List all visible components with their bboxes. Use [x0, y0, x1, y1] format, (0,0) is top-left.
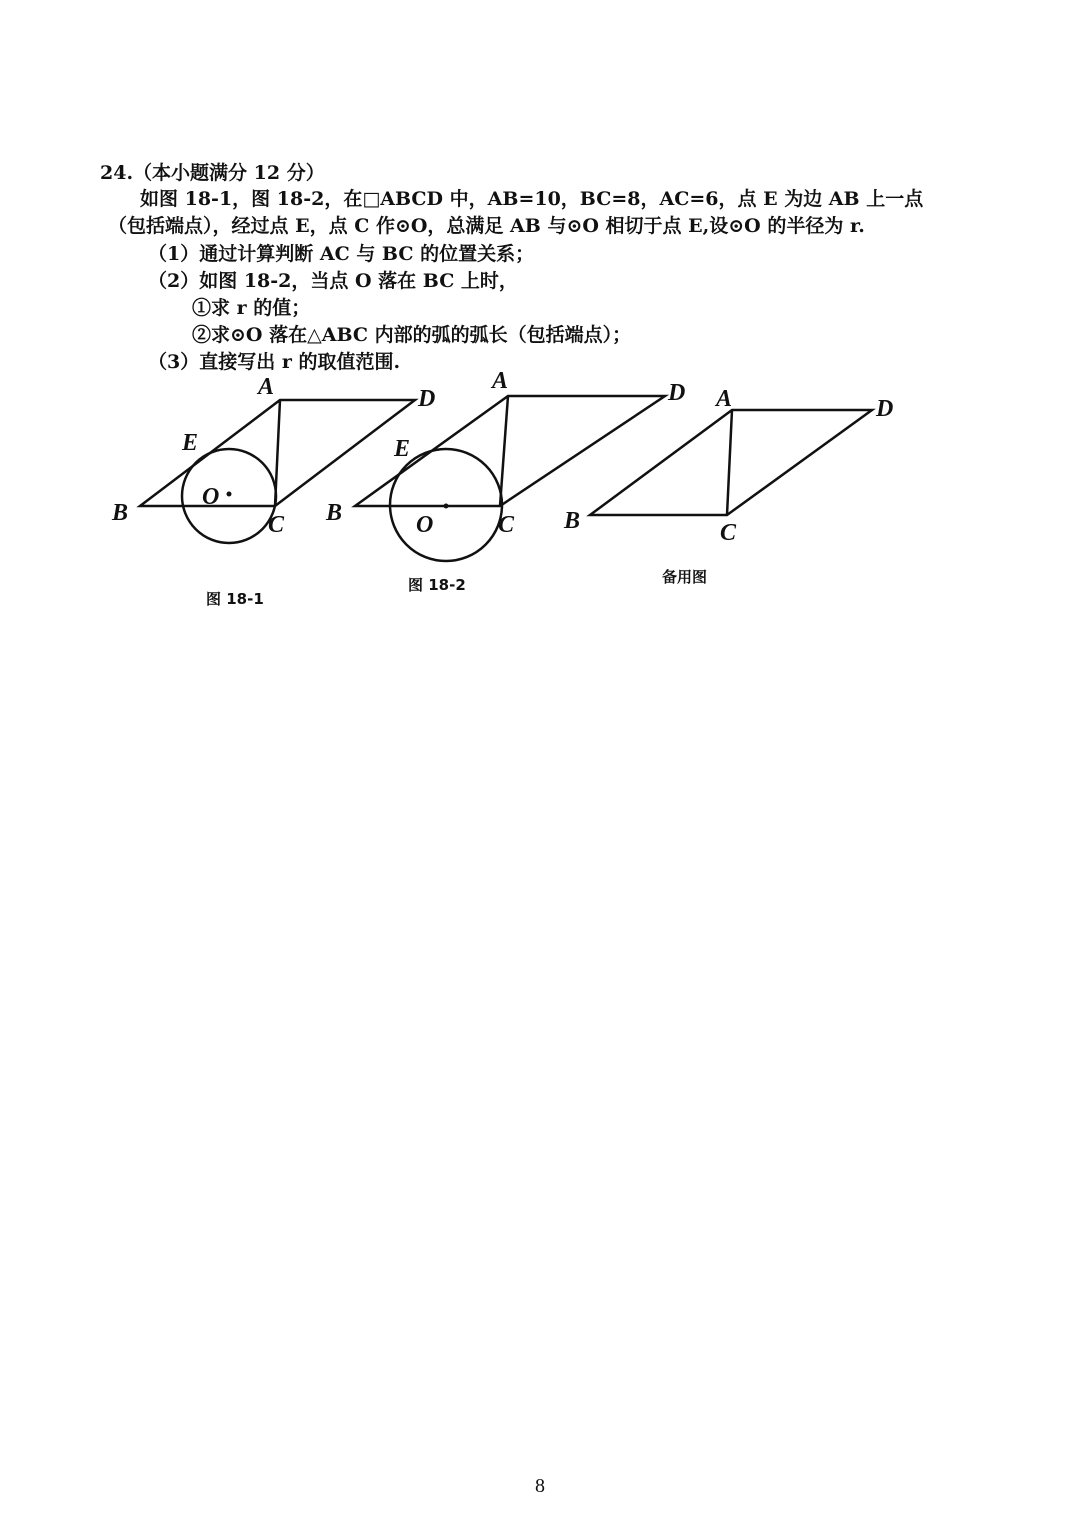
problem-part-3: （3）直接写出 r 的取值范围. — [148, 351, 401, 373]
caption-figure-18-2: 图 18-2 — [408, 576, 466, 594]
label-b-spare: B — [564, 508, 581, 534]
label-b-fig1: B — [112, 500, 129, 526]
label-o-fig2: O — [416, 512, 434, 538]
problem-statement-line1: 如图 18-1，图 18-2，在□ABCD 中，AB=10，BC=8，AC=6，点 E 为边 AB 上一点 — [140, 188, 924, 210]
label-a-fig1: A — [258, 374, 275, 400]
caption-figure-18-1: 图 18-1 — [206, 590, 264, 608]
center-o-dot-fig2 — [444, 504, 449, 509]
label-d-fig1: D — [418, 386, 436, 412]
label-b-fig2: B — [326, 500, 343, 526]
label-a-fig2: A — [492, 368, 509, 394]
label-d-fig2: D — [668, 380, 686, 406]
figure-18-1 — [111, 374, 435, 543]
figures-svg — [0, 360, 1080, 630]
problem-statement-line2: （包括端点），经过点 E，点 C 作⊙O，总满足 AB 与⊙O 相切于点 E,设⊙O 的半径为 r. — [108, 215, 865, 237]
caption-figure-spare: 备用图 — [662, 568, 708, 586]
segment-ac-spare — [727, 410, 732, 515]
label-e-fig2: E — [394, 436, 411, 462]
label-c-spare: C — [720, 520, 737, 546]
problem-header: 24.（本小题满分 12 分） — [100, 162, 325, 184]
figure-18-2 — [325, 368, 685, 561]
problem-part-2-sub-1: ①求 r 的值； — [192, 297, 311, 319]
problem-part-1: （1）通过计算判断 AC 与 BC 的位置关系； — [148, 243, 535, 265]
label-e-fig1: E — [182, 430, 199, 456]
label-a-spare: A — [716, 386, 733, 412]
label-o-fig1: O — [202, 484, 220, 510]
page-number: 8 — [535, 1475, 545, 1497]
problem-part-2-sub-2: ②求⊙O 落在△ABC 内部的弧的弧长（包括端点）； — [192, 324, 632, 346]
figures-row — [0, 360, 1080, 630]
label-c-fig2: C — [498, 512, 515, 538]
problem-part-2: （2）如图 18-2，当点 O 落在 BC 上时， — [148, 270, 518, 292]
label-d-spare: D — [876, 396, 894, 422]
segment-ac-fig2 — [500, 396, 508, 506]
label-c-fig1: C — [268, 512, 285, 538]
center-o-dot-fig1 — [227, 492, 232, 497]
figure-spare — [563, 386, 893, 546]
